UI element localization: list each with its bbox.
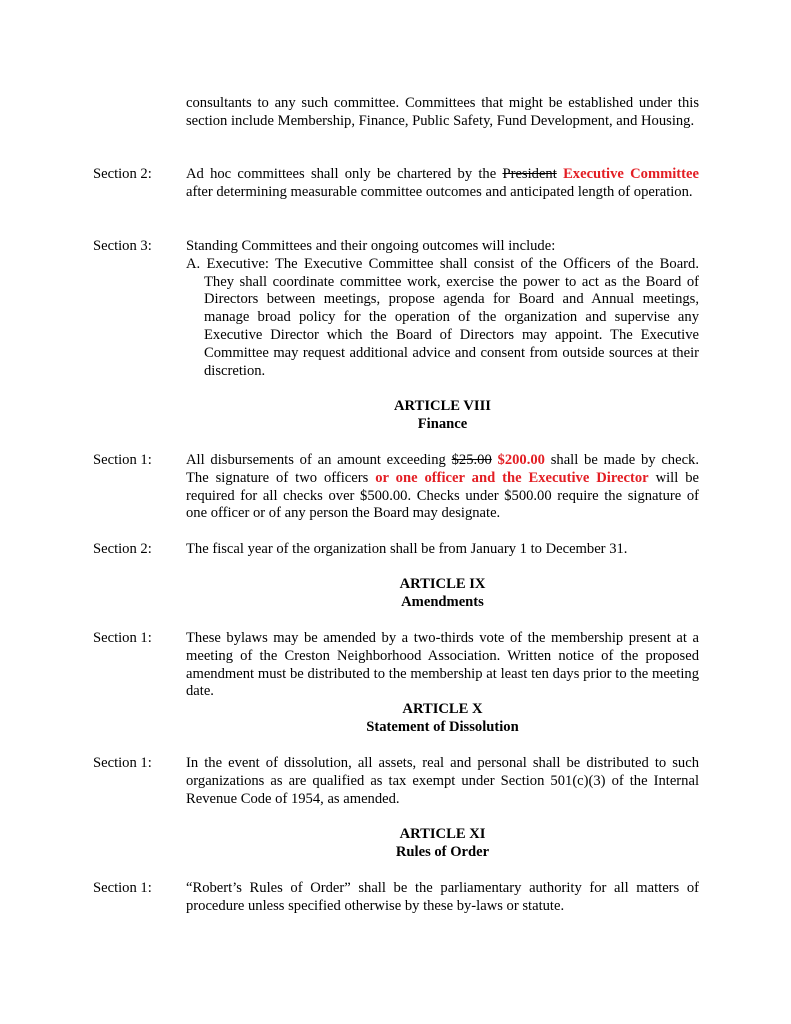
section-label: Section 2: <box>93 541 152 557</box>
section-body <box>186 238 699 380</box>
inserted-text: Executive Committee <box>563 166 699 182</box>
section-label: Section 1: <box>93 452 152 468</box>
section-body <box>186 166 699 202</box>
section-text: Ad hoc committees shall only be chartered by the <box>186 166 503 182</box>
section-body: “Robert’s Rules of Order” shall be the parliamentary authority for all matters of procedure unless specified otherwise by these by-laws or statute. <box>186 880 699 914</box>
section-intro: Standing Committees and their ongoing outcomes will include: <box>186 238 556 254</box>
inserted-text: or one officer and the Executive Director <box>375 469 649 486</box>
article11-heading <box>186 826 699 862</box>
article10-heading <box>186 701 699 737</box>
article-subtitle: Amendments <box>401 593 484 610</box>
article-title: ARTICLE VIII <box>394 398 491 414</box>
section-text: will be required for all checks over $500.00. Checks under $500.00 require the signature of one officer or of any person the Board may designate. <box>186 469 700 522</box>
article8-heading <box>186 398 699 434</box>
article-subtitle: Statement of Dissolution <box>366 718 519 735</box>
section-text: shall be made by check. The signature of two officers <box>186 452 699 486</box>
committee-continuation-paragraph: consultants to any such committee. Committees that might be established under this section include Membership, Finance, Public Safety, Fund Development, and Housing. <box>186 95 699 129</box>
article-subtitle: Finance <box>417 415 468 432</box>
article-subtitle: Rules of Order <box>395 843 490 860</box>
section-label: Section 2: <box>93 166 152 182</box>
article9-heading <box>186 576 699 612</box>
section-label: Section 3: <box>93 238 152 254</box>
section-text: after determining measurable committee outcomes and anticipated length of operation. <box>186 183 693 200</box>
section-label: Section 1: <box>93 630 152 646</box>
struck-text: $25.00 <box>451 452 492 468</box>
section-body <box>186 452 699 523</box>
section-body: These bylaws may be amended by a two-thirds vote of the membership present at a meeting of the Creston Neighborhood Association. Written notice of the proposed amendment must be distributed to the membership at least ten days prior to the meeting date. <box>186 630 699 700</box>
list-item: A. Executive: The Executive Committee shall consist of the Officers of the Board. They shall coordinate committee work, exercise the power to act as the Board of Directors between meetings, propose agenda for Board and Annual meetings, manage broad policy for the operation of the organization and supervise any Executive Director which the Board of Directors may appoint. The Executive Committee may request additional advice and consent from outside sources at their discretion. <box>186 255 699 379</box>
article-title: ARTICLE IX <box>399 576 486 592</box>
section-text: All disbursements of an amount exceeding <box>186 452 452 468</box>
section-label: Section 1: <box>93 755 152 771</box>
section-body: In the event of dissolution, all assets, real and personal shall be distributed to such organizations as are qualified as tax exempt under Section 501(c)(3) of the Internal Revenue Code of 1954, as amended. <box>186 755 699 807</box>
article-title: ARTICLE X <box>402 701 483 717</box>
struck-text: President <box>502 166 557 182</box>
section-body: The fiscal year of the organization shall be from January 1 to December 31. <box>186 541 628 557</box>
inserted-text: $200.00 <box>497 452 545 468</box>
section-label: Section 1: <box>93 880 152 896</box>
article-title: ARTICLE XI <box>399 826 486 842</box>
